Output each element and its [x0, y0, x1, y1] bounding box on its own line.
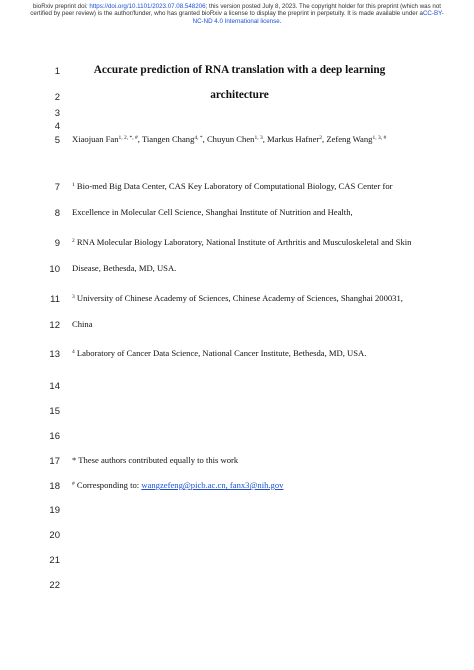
author-affiliation-sup: 1, 2, *, # — [118, 135, 138, 141]
affiliation-text: Bio-med Big Data Center, CAS Key Laboratory of Computational Biology, CAS Center for — [74, 181, 393, 191]
author-name: , Zefeng Wang — [322, 134, 373, 144]
line-number: 18 — [49, 481, 60, 492]
line-number: 13 — [49, 349, 60, 360]
line-number: 11 — [50, 294, 60, 305]
affiliation-text: Laboratory of Cancer Data Science, National Cancer Institute, Bethesda, MD, USA. — [74, 348, 367, 358]
author-affiliation-sup: 1, 3, # — [372, 135, 387, 141]
author-affiliation-sup: 2 — [319, 135, 323, 141]
affiliation-4-line-1 — [72, 348, 407, 358]
line-number: 9 — [54, 238, 60, 249]
author-name: , Tiangen Chang — [137, 134, 195, 144]
banner-text-2: ; this version posted July 8, 2023. The copyright holder for this preprint (which was not certified by peer review) is the author/funder, who has granted bioRxiv a license to display the preprint in perpetuity. It is made available under a — [30, 3, 442, 18]
line-number: 8 — [54, 208, 60, 219]
author-affiliation-sup: 1, 3 — [254, 135, 263, 141]
corresponding-label: Corresponding to: — [74, 480, 142, 490]
author-name: Xiaojuan Fan — [72, 134, 119, 144]
affiliation-text: RNA Molecular Biology Laboratory, National Institute of Arthritis and Musculoskeletal and Skin — [74, 237, 412, 247]
doi-link[interactable]: https://doi.org/10.1101/2023.07.08.548206 — [89, 3, 206, 10]
line-number: 7 — [54, 182, 60, 193]
license-link[interactable]: CC-BY-NC-ND 4.0 International license — [192, 10, 444, 25]
line-number: 15 — [49, 406, 60, 417]
line-number: 21 — [49, 555, 60, 566]
banner-text-1: bioRxiv preprint doi: — [32, 3, 90, 10]
corresponding-author-note — [72, 480, 407, 490]
paper-title-line-2: architecture — [210, 89, 269, 101]
corresponding-marker: # — [72, 481, 75, 487]
line-number: 10 — [49, 264, 60, 275]
equal-contribution-note: * These authors contributed equally to this work — [72, 455, 239, 465]
author-list — [72, 134, 407, 144]
line-number: 22 — [49, 580, 60, 591]
affiliation-marker: 4 — [72, 349, 75, 355]
corresponding-email-link[interactable]: wangzefeng@picb.ac.cn, fanx3@nih.gov — [141, 480, 284, 490]
affiliation-2-line-1 — [72, 237, 412, 247]
author-name: , Chuyun Chen — [202, 134, 255, 144]
affiliation-3-line-2: China — [72, 319, 93, 329]
affiliation-2-line-2: Disease, Bethesda, MD, USA. — [72, 263, 177, 273]
line-number: 17 — [49, 456, 60, 467]
line-number: 12 — [49, 320, 60, 331]
author-name: , Markus Hafner — [262, 134, 320, 144]
line-number: 2 — [54, 92, 60, 103]
affiliation-marker: 2 — [72, 238, 75, 244]
affiliation-1-line-2: Excellence in Molecular Cell Science, Shanghai Institute of Nutrition and Health, — [72, 207, 353, 217]
affiliation-marker: 3 — [72, 294, 75, 300]
affiliation-text: University of Chinese Academy of Sciences, Chinese Academy of Sciences, Shanghai 200031, — [74, 293, 403, 303]
line-number: 4 — [54, 121, 60, 132]
biorxiv-banner — [30, 3, 444, 25]
line-number: 19 — [49, 505, 60, 516]
affiliation-1-line-1 — [72, 181, 407, 191]
line-number: 5 — [54, 135, 60, 146]
line-number: 20 — [49, 530, 60, 541]
line-number: 1 — [54, 66, 60, 77]
banner-text-3: . — [279, 17, 282, 25]
author-affiliation-sup: 4, * — [194, 135, 203, 141]
affiliation-marker: 1 — [72, 182, 75, 188]
affiliation-3-line-1 — [72, 293, 407, 303]
line-number: 3 — [54, 108, 60, 119]
line-number: 14 — [49, 381, 60, 392]
paper-title-line-1: Accurate prediction of RNA translation with a deep learning — [93, 64, 386, 76]
line-number: 16 — [49, 431, 60, 442]
